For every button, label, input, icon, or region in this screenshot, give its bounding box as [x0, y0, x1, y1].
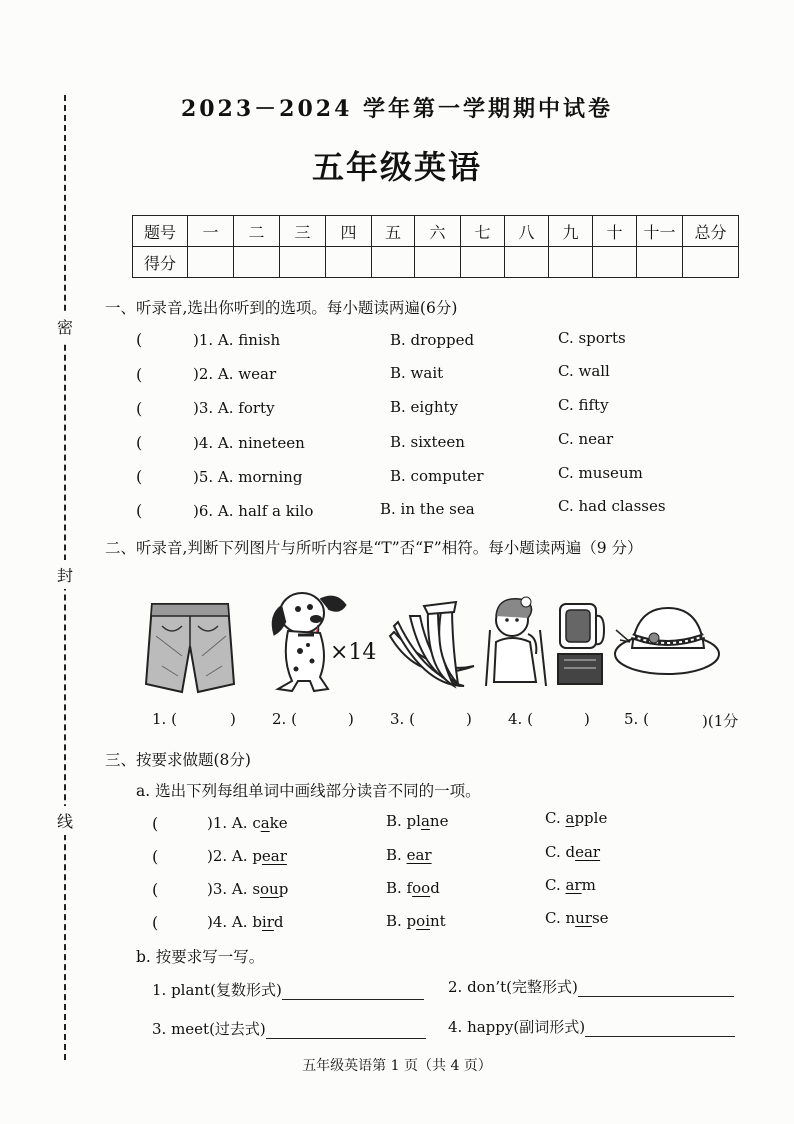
option-b: B. eighty	[390, 398, 458, 416]
score-cell[interactable]	[188, 247, 234, 278]
picture-2-answer: 2. (	[272, 710, 297, 728]
option-c: C. had classes	[558, 497, 666, 515]
score-cell[interactable]	[372, 247, 415, 278]
sidebar-char-feng: 封	[56, 560, 74, 589]
score-col: 五	[372, 216, 415, 247]
score-cell[interactable]	[505, 247, 549, 278]
score-cell[interactable]	[234, 247, 280, 278]
score-col: 一	[188, 216, 234, 247]
option-b: B. wait	[390, 364, 444, 382]
section3b-heading: b. 按要求写一写。	[136, 948, 265, 966]
option-a: )3. A. forty	[193, 399, 275, 417]
girl-on-phone-picture	[482, 590, 552, 690]
score-col: 十一	[637, 216, 683, 247]
score-col: 二	[234, 216, 280, 247]
option-b: B. sixteen	[390, 433, 465, 451]
score-col: 七	[461, 216, 505, 247]
answer-blank[interactable]	[578, 980, 734, 997]
score-col: 八	[505, 216, 549, 247]
score-col: 四	[326, 216, 372, 247]
option-a: )4. A. bird	[207, 913, 284, 931]
option-b: B. computer	[390, 467, 484, 485]
score-col: 九	[549, 216, 593, 247]
option-c: C. apple	[545, 809, 608, 827]
score-cell[interactable]	[637, 247, 683, 278]
exam-title: 2023－2024 学年第一学期期中试卷	[180, 96, 614, 122]
score-table-label: 题号	[133, 216, 188, 247]
option-a: )2. A. pear	[207, 847, 287, 865]
option-c: C. sports	[558, 329, 626, 347]
score-cell[interactable]	[683, 247, 739, 278]
option-c: C. museum	[558, 464, 643, 482]
score-cell[interactable]	[461, 247, 505, 278]
option-a: )5. A. morning	[193, 468, 303, 486]
score-cell[interactable]	[415, 247, 461, 278]
score-col: 十	[593, 216, 637, 247]
score-cell[interactable]	[549, 247, 593, 278]
option-c: C. dear	[545, 843, 601, 861]
score-col: 三	[280, 216, 326, 247]
score-table	[132, 215, 739, 278]
section3b-item: 3. meet(过去式)	[152, 1018, 426, 1039]
option-c: C. fifty	[558, 396, 609, 414]
section3b-item: 2. don’t(完整形式)	[448, 976, 734, 997]
option-a: )3. A. soup	[207, 880, 289, 898]
score-cell[interactable]	[593, 247, 637, 278]
answer-blank[interactable]	[585, 1020, 735, 1037]
shorts-picture	[142, 596, 238, 696]
picture-1-answer: 1. (	[152, 710, 177, 728]
sun-hat-picture	[612, 606, 722, 678]
option-c: C. near	[558, 430, 614, 448]
picture-4-answer: 4. (	[508, 710, 533, 728]
option-b: B. in the sea	[380, 500, 475, 518]
sidebar-char-xian: 线	[56, 806, 74, 835]
section3-heading: 三、按要求做题(8分)	[105, 751, 251, 769]
option-b: B. ear	[386, 846, 432, 864]
score-cell[interactable]	[326, 247, 372, 278]
option-a: )1. A. finish	[193, 331, 281, 349]
option-a: )2. A. wear	[193, 365, 277, 383]
score-cell[interactable]	[280, 247, 326, 278]
option-c: C. nurse	[545, 909, 609, 927]
option-c: C. wall	[558, 362, 610, 380]
option-b: B. food	[386, 879, 440, 897]
option-c: C. arm	[545, 876, 596, 894]
score-table-header-row	[133, 216, 739, 247]
section3b-item: 4. happy(副词形式)	[448, 1016, 735, 1037]
answer-blank[interactable]	[266, 1022, 426, 1039]
option-a: )1. A. cake	[207, 814, 288, 832]
section3b-item: 1. plant(复数形式)	[152, 979, 424, 1000]
score-table-label: 得分	[133, 247, 188, 278]
exam-subtitle: 五年级英语	[311, 148, 482, 186]
option-a: )6. A. half a kilo	[193, 502, 314, 520]
section2-heading: 二、听录音,判断下列图片与所听内容是“T”否“F”相符。每小题读两遍（9 分）	[105, 539, 643, 557]
picture-5-answer: 5. (	[624, 710, 649, 728]
option-b: B. plane	[386, 812, 449, 830]
score-table-score-row	[133, 247, 739, 278]
option-b: B. dropped	[390, 331, 475, 349]
picture-5-tail: )(1分	[702, 712, 739, 730]
section3a-heading: a. 选出下列每组单词中画线部分读音不同的一项。	[136, 782, 481, 800]
section1-heading: 一、听录音,选出你听到的选项。每小题读两遍(6分)	[105, 299, 458, 317]
score-col: 总分	[683, 216, 739, 247]
score-col: 六	[415, 216, 461, 247]
sidebar-char-mi: 密	[56, 312, 74, 341]
answer-blank[interactable]	[282, 983, 424, 1000]
option-b: B. point	[386, 912, 446, 930]
television-picture	[554, 598, 606, 686]
picture-3-answer: 3. (	[390, 710, 415, 728]
bananas-picture	[380, 596, 480, 692]
dog-count-label: ×14	[330, 640, 377, 665]
option-a: )4. A. nineteen	[193, 434, 305, 452]
page-footer: 五年级英语第 1 页（共 4 页）	[302, 1058, 492, 1074]
